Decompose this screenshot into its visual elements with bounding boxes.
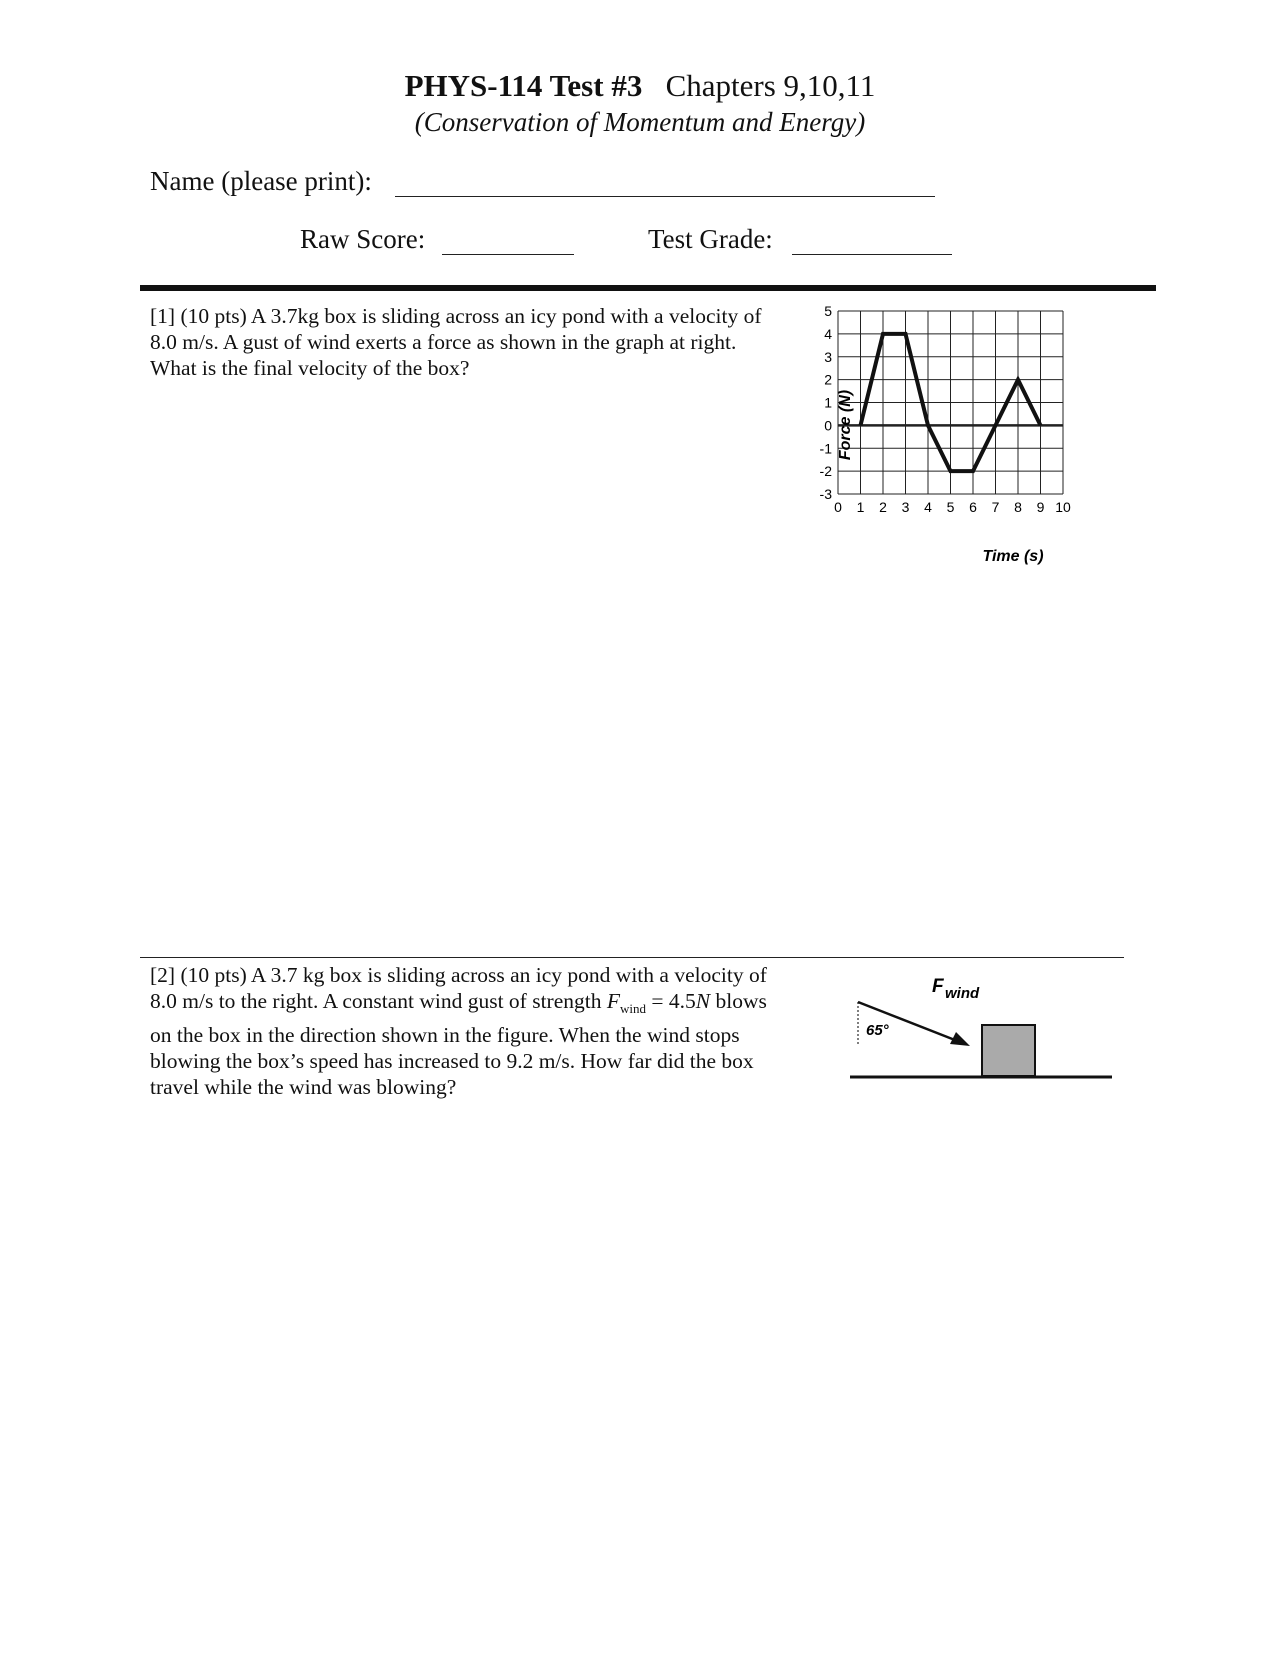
angle-label: 65° — [866, 1022, 889, 1039]
x-tick-label: 5 — [946, 499, 955, 515]
x-tick-label: 2 — [879, 499, 887, 515]
question-2-line: blowing the box’s speed has increased to 9.2 m/s. How far did the box — [150, 1049, 754, 1073]
q2-line2-end: blows — [710, 989, 767, 1013]
name-label: Name (please print): — [150, 166, 372, 196]
chart-y-ticks — [820, 305, 832, 502]
question-1 — [150, 303, 830, 381]
y-axis-label: Force (N) — [837, 389, 854, 461]
x-tick-label: 8 — [1014, 499, 1022, 515]
y-tick-label: 3 — [824, 348, 832, 365]
x-tick-label: 10 — [1055, 499, 1071, 515]
wind-arrow-head — [950, 1032, 970, 1046]
x-tick-label: 4 — [924, 499, 932, 515]
y-tick-label: 4 — [824, 325, 832, 342]
page-subtitle: (Conservation of Momentum and Energy) — [414, 107, 866, 137]
q2-force-symbol: F — [606, 989, 620, 1013]
x-tick-label: 9 — [1036, 499, 1045, 515]
question-2-line: on the box in the direction shown in the figure. When the wind stops — [150, 1023, 740, 1047]
question-2-line: [2] (10 pts) A 3.7 kg box is sliding across an icy pond with a velocity of — [150, 963, 767, 987]
x-axis-label: Time (s) — [982, 548, 1044, 565]
box — [982, 1025, 1035, 1076]
x-tick-label: 7 — [991, 499, 1000, 515]
y-tick-label: 0 — [824, 417, 832, 434]
x-tick-label: 3 — [901, 499, 910, 515]
test-grade-label: Test Grade: — [648, 224, 773, 254]
q2-line2-start: 8.0 m/s to the right. A constant wind gust of strength — [150, 989, 607, 1013]
test-grade-field[interactable] — [792, 254, 952, 255]
force-label: F — [932, 976, 944, 997]
q2-equals: = 4.5 — [646, 989, 696, 1013]
question-2 — [150, 962, 850, 1100]
question-divider — [140, 957, 1124, 958]
wind-box-figure — [850, 960, 1120, 1090]
force-time-chart — [820, 305, 1120, 585]
y-tick-label: -2 — [820, 463, 832, 480]
question-1-line: [1] (10 pts) A 3.7kg box is sliding across an icy pond with a velocity of — [150, 304, 762, 328]
x-tick-label: 1 — [856, 499, 865, 515]
raw-score-field[interactable] — [442, 254, 574, 255]
page-title — [0, 68, 1280, 104]
raw-score-label: Raw Score: — [300, 224, 426, 254]
y-tick-label: 1 — [824, 394, 832, 411]
title-chapters: Chapters 9,10,11 — [665, 68, 876, 103]
question-1-line: What is the final velocity of the box? — [150, 356, 470, 380]
y-tick-label: 2 — [824, 371, 832, 388]
x-tick-label: 6 — [969, 499, 977, 515]
name-field[interactable] — [395, 196, 935, 197]
chart-x-ticks — [834, 499, 1071, 515]
x-tick-label: 0 — [834, 499, 842, 515]
y-tick-label: -1 — [820, 440, 832, 457]
question-2-line: travel while the wind was blowing? — [150, 1075, 457, 1099]
y-tick-label: -3 — [820, 486, 832, 502]
question-1-line: 8.0 m/s. A gust of wind exerts a force as shown in the graph at right. — [150, 330, 737, 354]
q2-force-subscript: wind — [620, 1001, 646, 1016]
q2-unit: N — [695, 989, 711, 1013]
question-2-line — [150, 988, 850, 1022]
y-tick-label: 5 — [824, 305, 832, 319]
title-course: PHYS-114 Test #3 — [404, 68, 643, 103]
header-divider — [140, 285, 1156, 291]
force-label-subscript: wind — [945, 985, 980, 1002]
